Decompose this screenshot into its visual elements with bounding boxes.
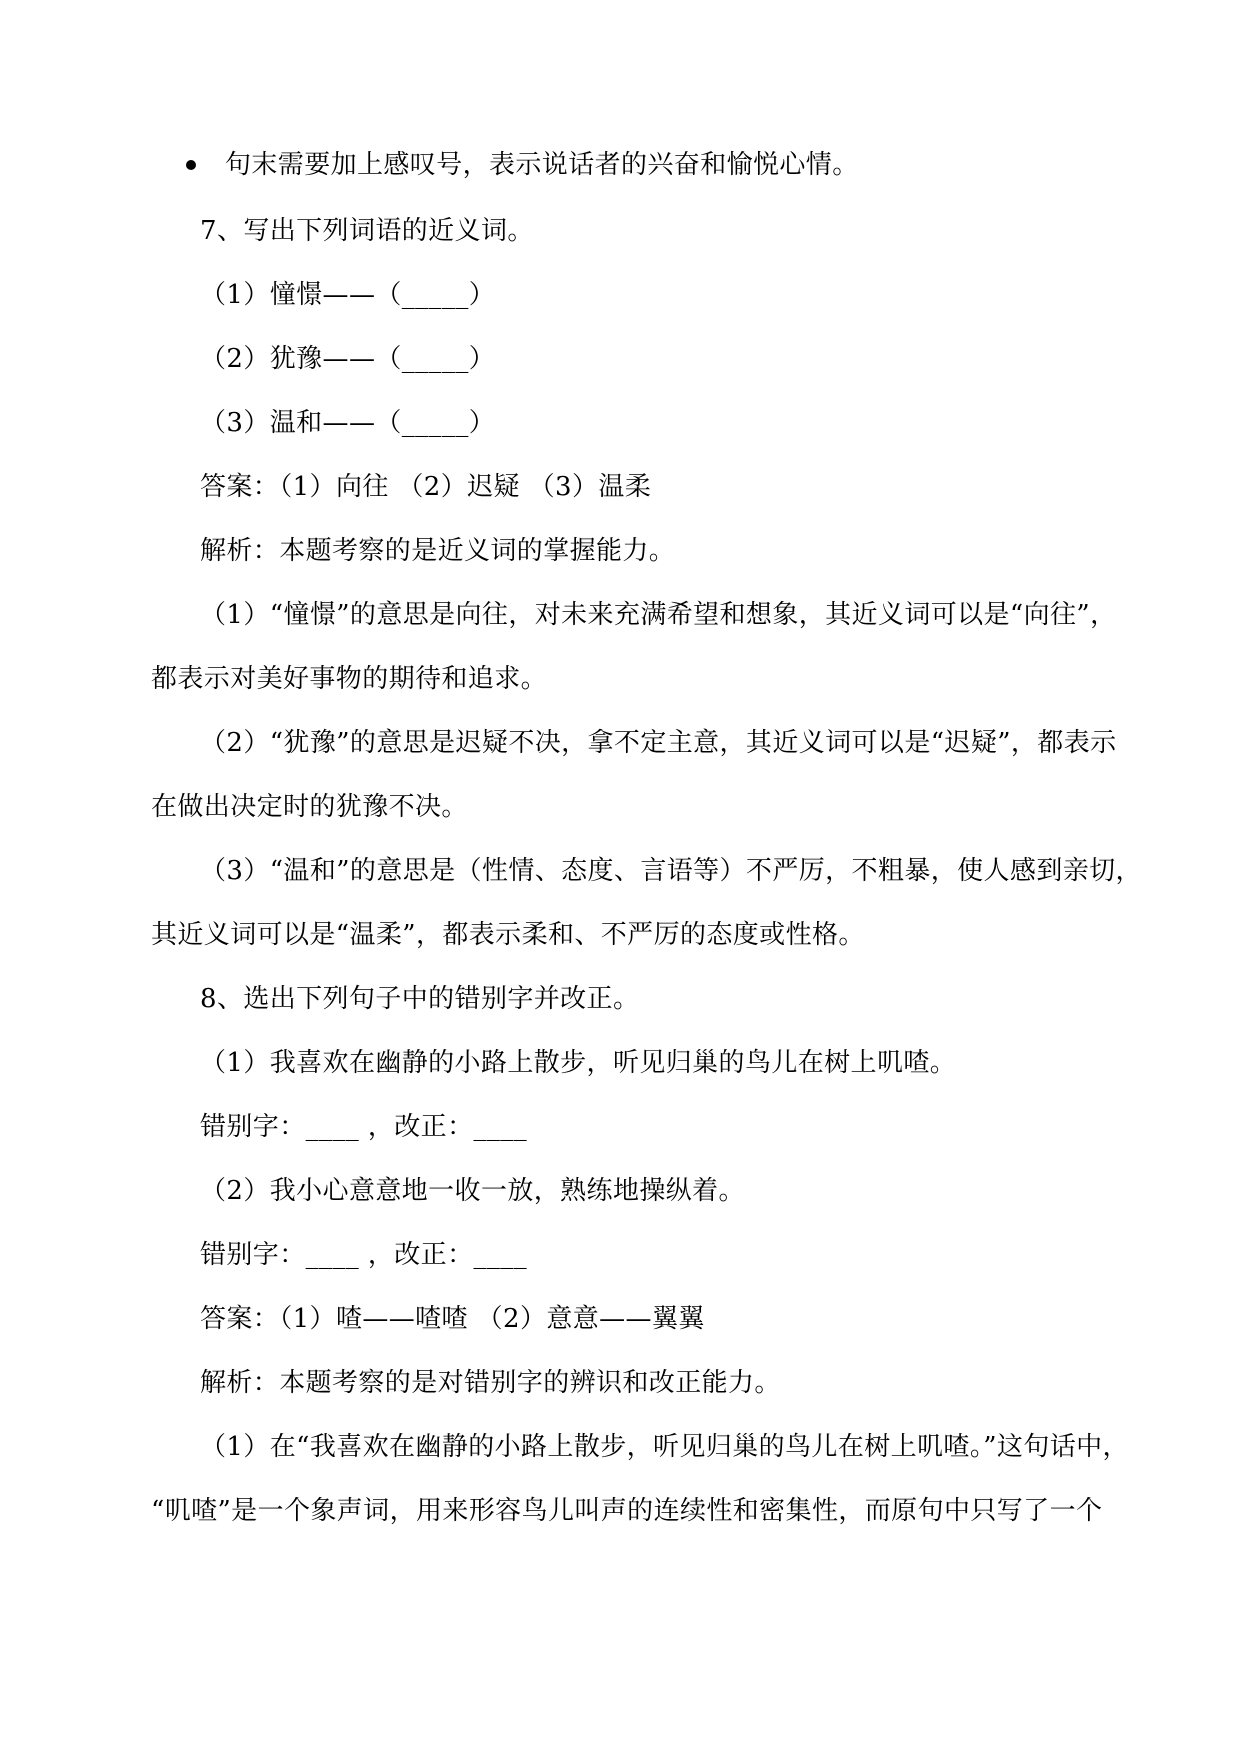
q8-analysis-1-line-1: （1）在“我喜欢在幽静的小路上散步，听见归巢的鸟儿在树上叽喳。”这句话中， <box>200 1432 1129 1462</box>
q7-analysis-3-line-2: 其近义词可以是“温柔”，都表示柔和、不严厉的态度或性格。 <box>151 920 865 950</box>
q7-analysis-1-line-2: 都表示对美好事物的期待和追求。 <box>151 664 548 694</box>
q8-answer: 答案：（1）喳——喳喳 （2）意意——翼翼 <box>200 1304 705 1334</box>
q7-analysis-1-line-1: （1）“憧憬”的意思是向往，对未来充满希望和想象，其近义词可以是“向往”， <box>200 600 1117 630</box>
q7-analysis-2-line-2: 在做出决定时的犹豫不决。 <box>151 792 468 822</box>
q8-analysis-intro: 解析：本题考察的是对错别字的辨识和改正能力。 <box>200 1368 781 1398</box>
q8-blank-2: 错别字：____ ，改正：____ <box>200 1240 528 1270</box>
q7-item-2: （2）犹豫——（_____） <box>200 344 496 374</box>
bullet-text: 句末需要加上感叹号，表示说话者的兴奋和愉悦心情。 <box>225 150 859 180</box>
question-7-title: 7、写出下列词语的近义词。 <box>200 216 534 246</box>
q7-item-3: （3）温和——（_____） <box>200 408 496 438</box>
q8-blank-1: 错别字：____ ，改正：____ <box>200 1112 528 1142</box>
q7-answer: 答案：（1）向往 （2）迟疑 （3）温柔 <box>200 472 652 502</box>
q8-item-1: （1）我喜欢在幽静的小路上散步，听见归巢的鸟儿在树上叽喳。 <box>200 1048 957 1078</box>
q8-analysis-1-line-2: “叽喳”是一个象声词，用来形容鸟儿叫声的连续性和密集性，而原句中只写了一个 <box>151 1496 1103 1526</box>
q7-analysis-3-line-1: （3）“温和”的意思是（性情、态度、言语等）不严厉，不粗暴，使人感到亲切， <box>200 856 1142 886</box>
q8-item-2: （2）我小心意意地一收一放，熟练地操纵着。 <box>200 1176 745 1206</box>
q7-analysis-2-line-1: （2）“犹豫”的意思是迟疑不决，拿不定主意，其近义词可以是“迟疑”，都表示 <box>200 728 1117 758</box>
q7-item-1: （1）憧憬——（_____） <box>200 280 496 310</box>
question-8-title: 8、选出下列句子中的错别字并改正。 <box>200 984 640 1014</box>
q7-analysis-intro: 解析：本题考察的是近义词的掌握能力。 <box>200 536 676 566</box>
bullet-dot <box>186 160 196 170</box>
